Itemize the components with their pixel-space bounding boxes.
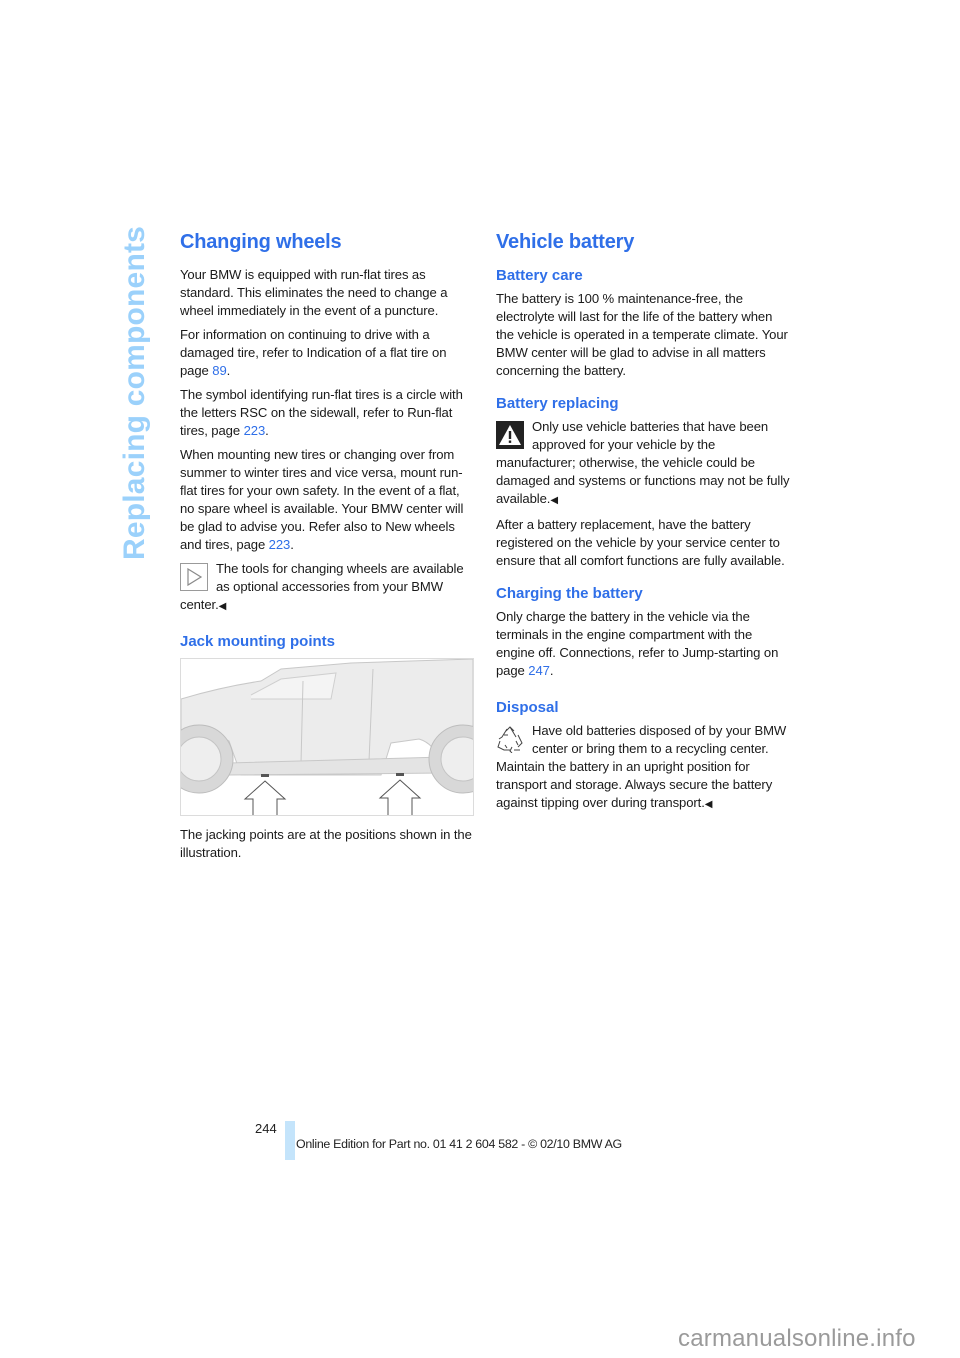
end-mark-icon: ◀ (704, 799, 713, 810)
page-link-247[interactable]: 247 (528, 663, 550, 678)
paragraph-text: . (549, 663, 554, 678)
footer-accent-bar (285, 1121, 295, 1160)
note-text: The tools for changing wheels are available as optional accessories from your BMW center. (180, 561, 464, 612)
end-mark-icon: ◀ (550, 495, 558, 506)
heading-charging-battery: Charging the battery (496, 585, 643, 602)
paragraph-battery-registration: After a battery replacement, have the battery registered on the vehicle by your service center to ensure that all comfort functions are fully available. (496, 517, 785, 568)
heading-jack-mounting-points: Jack mounting points (180, 633, 336, 650)
page-link-223[interactable]: 223 (243, 423, 266, 438)
paragraph-charging (496, 608, 792, 680)
paragraph-run-flat: Your BMW is equipped with run-flat tires as standard. This eliminates the need to change a wheel immediately in the event of a puncture. (180, 267, 448, 318)
recycle-icon (496, 725, 524, 753)
paragraph-rsc-symbol (180, 386, 476, 440)
paragraph-text: Only charge the battery in the vehicle via the terminals in the engine compartment with the engine off. Connections, refer to Jump-starting on page (496, 609, 779, 678)
note-text: Have old batteries disposed of by your BMW center or bring them to a recycling center. Maintain the battery in an upright position for transport and storage. Always secure the battery against tipping over during transport. (496, 723, 787, 810)
paragraph-text: The symbol identifying run-flat tires is a circle with the letters RSC on the sidewall, refer to Run-flat tires, page (180, 387, 463, 438)
heading-battery-replacing: Battery replacing (496, 395, 619, 412)
warning-triangle-icon (496, 421, 524, 449)
illustration-caption: The jacking points are at the positions shown in the illustration. (180, 827, 472, 860)
note-arrow-icon (180, 563, 208, 591)
footer-edition-text: Online Edition for Part no. 01 41 2 604 582 - © 02/10 BMW AG (296, 1137, 622, 1151)
heading-disposal: Disposal (496, 699, 559, 716)
paragraph-text: When mounting new tires or changing over from summer to winter tires and vice versa, mount run-flat tires for your own safety. In the event of a flat, no spare wheel is available. Your BMW center will be glad to advise you. Refer also to New wheels and tires, page (180, 447, 464, 552)
paragraph-text: . (290, 537, 294, 552)
paragraph-text: . (265, 423, 269, 438)
page-number: 244 (255, 1121, 277, 1136)
end-mark-icon: ◀ (218, 601, 227, 612)
warning-text: Only use vehicle batteries that have been approved for your vehicle by the manufacturer; otherwise, the vehicle could be damaged and systems or functions may not be fully available. (496, 419, 790, 506)
page-link-223[interactable]: 223 (268, 537, 291, 552)
heading-vehicle-battery: Vehicle battery (496, 231, 635, 253)
chapter-title-text: Replacing components (118, 225, 151, 560)
note-tools (180, 560, 476, 616)
heading-changing-wheels: Changing wheels (180, 231, 342, 253)
paragraph-text: For information on continuing to drive with a damaged tire, refer to Indication of a flat tire on page (180, 327, 447, 378)
paragraph-mounting-tires (180, 446, 476, 554)
paragraph-flat-tire-info (180, 326, 476, 380)
watermark: carmanualsonline.info (678, 1325, 916, 1352)
paragraph-text: . (226, 363, 231, 378)
heading-battery-care: Battery care (496, 267, 583, 284)
left-column (180, 228, 476, 868)
jack-points-illustration (180, 658, 474, 816)
page-link-89[interactable]: 89 (212, 363, 227, 378)
right-column (496, 228, 792, 820)
paragraph-battery-care: The battery is 100 % maintenance-free, the electrolyte will last for the life of the battery when the vehicle is operated in a temperate climate. Your BMW center will be glad to advise in all matters concerning the battery. (496, 291, 788, 378)
warning-battery-approved (496, 418, 792, 510)
note-disposal (496, 722, 792, 814)
